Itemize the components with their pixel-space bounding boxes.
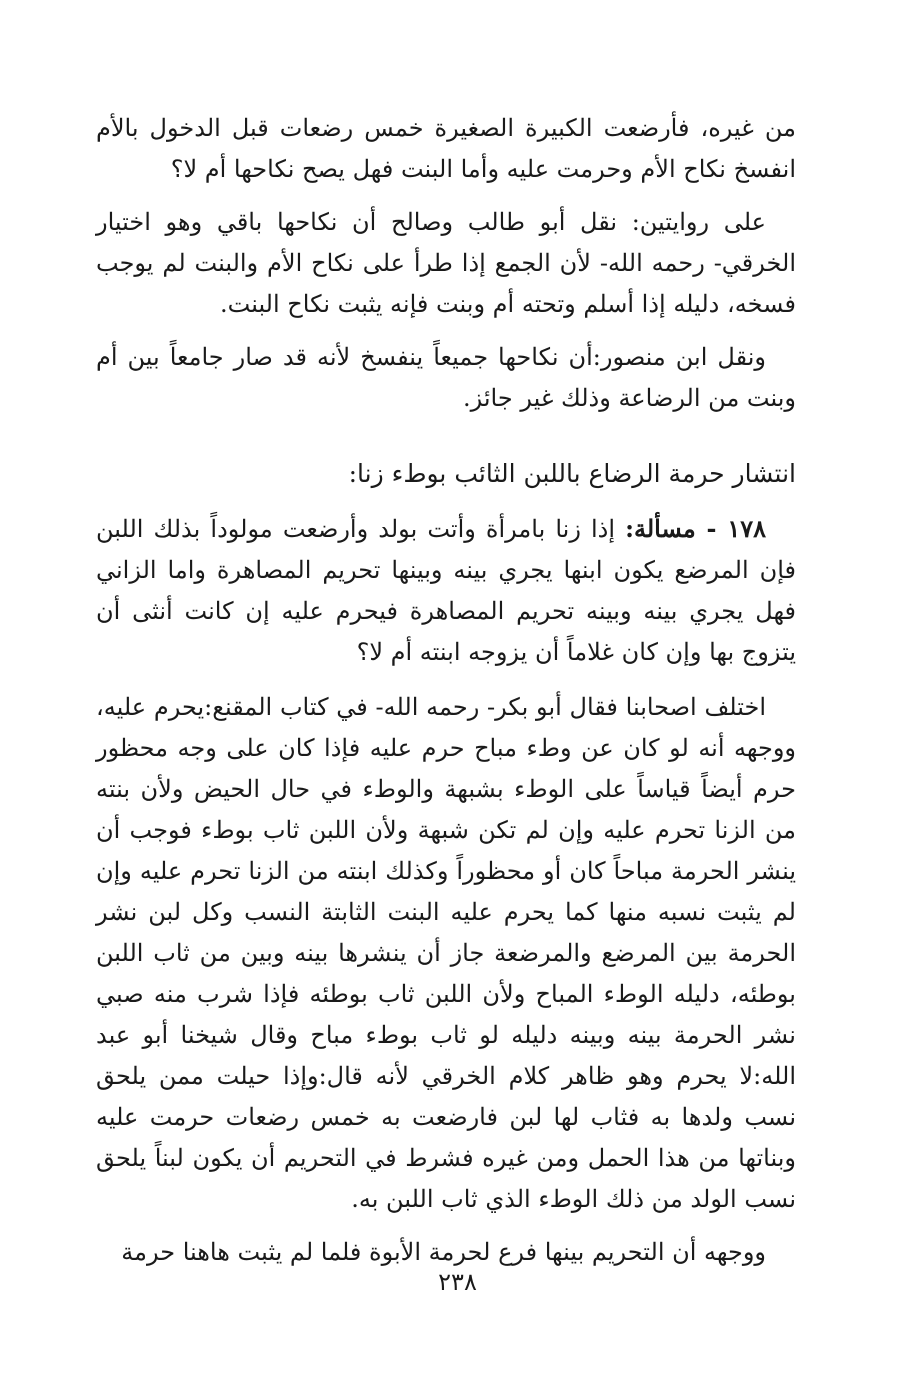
page-number: ٢٣٨ [438, 1268, 477, 1296]
discussion-paragraph-2: ووجهه أن التحريم بينها فرع لحرمة الأبوة فلما لم يثبت هاهنا حرمة [121, 1238, 766, 1266]
section-heading: انتشار حرمة الرضاع باللبن الثائب بوطء زنا: [348, 459, 796, 488]
page-body [96, 108, 796, 1273]
masala-paragraph [96, 508, 796, 673]
paragraph-1: من غيره، فأرضعت الكبيرة الصغيرة خمس رضعات قبل الدخول بالأم انفسخ نكاح الأم وحرمت عليه وأما البنت فهل يصح نكاحها أم لا؟ [96, 114, 796, 183]
paragraph-2: على روايتين: نقل أبو طالب وصالح أن نكاحها باقي وهو اختيار الخرقي- رحمه الله- لأن الجمع إذا طرأ على نكاح الأم والبنت لم يوجب فسخه، دليله إذا أسلم وتحته أم وبنت فإنه يثبت نكاح البنت. [96, 208, 796, 318]
discussion-paragraph-1: اختلف اصحابنا فقال أبو بكر- رحمه الله- في كتاب المقنع:يحرم عليه، ووجهه أنه لو كان عن وطء مباح حرم عليه فإذا كان على وجه محظور حرم أيضاً قياساً على الوطء بشبهة والوطء في حال الحيض ولأن بنته من الزنا تحرم عليه وإن لم تكن شبهة ولأن اللبن ثاب بوطء فوجب أن ينشر الحرمة مباحاً كان أو محظوراً وكذلك ابنته من الزنا تحرم عليه وإن لم يثبت نسبه منها كما يحرم عليه البنت الثابتة النسب وكل لبن نشر الحرمة بين المرضع والمرضعة جاز أن ينشرها بينه وبين من ثاب اللبن بوطئه، دليله الوطء المباح ولأن اللبن ثاب بوطئه فإذا شرب منه صبي نشر الحرمة بينه وبينه دليله لو ثاب بوطء مباح وقال شيخنا أبو عبد الله:لا يحرم وهو ظاهر كلام الخرقي لأنه قال:وإذا حيلت ممن يلحق نسب ولدها به فثاب لها لبن فارضعت به خمس رضعات حرمت عليه وبناتها من هذا الحمل ومن غيره فشرط في التحريم أن يكون لبناً يلحق نسب الولد من ذلك الوطء الذي ثاب اللبن به. [96, 693, 797, 1213]
paragraph-3: ونقل ابن منصور:أن نكاحها جميعاً ينفسخ لأنه قد صار جامعاً بين أم وبنت من الرضاعة وذلك غير جائز. [96, 343, 796, 412]
masala-text: إذا زنا بامرأة وأتت بولد وأرضعت مولوداً بذلك اللبن فإن المرضع يكون ابنها يجري بينه وبينها تحريم المصاهرة واما الزاني فهل يجري بينه وبينه تحريم المصاهرة فيحرم عليه إن كانت أنثى أن يتزوج بها وإن كان غلاماً أن يزوجه ابنته أم لا؟ [96, 515, 797, 666]
masala-label: ١٧٨ - مسألة: [625, 514, 766, 543]
